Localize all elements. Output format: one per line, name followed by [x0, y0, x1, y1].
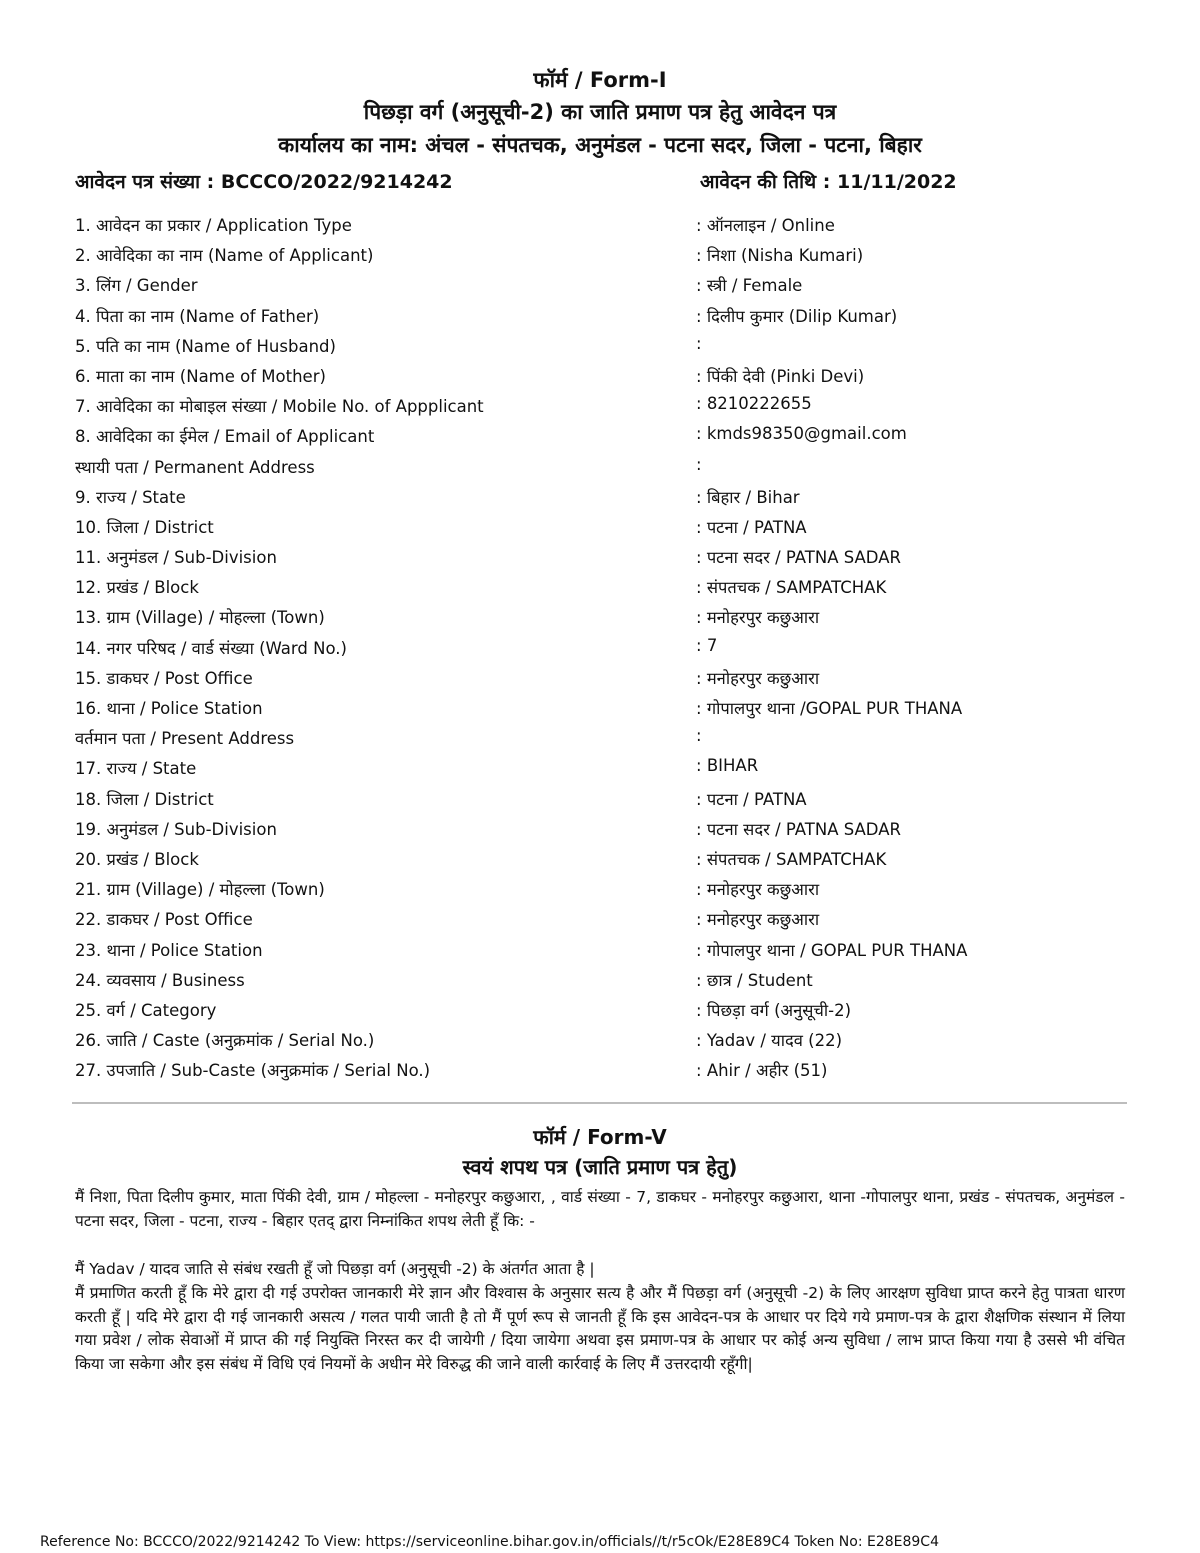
- field-value: : स्त्री / Female: [696, 273, 802, 296]
- field-label: 7. आवेदिका का मोबाइल संख्या / Mobile No. of Appplicant: [75, 397, 484, 417]
- field-value: : मनोहरपुर कछुआरा: [696, 877, 819, 900]
- field-row: [0, 240, 1200, 270]
- reference-footer: Reference No: BCCCO/2022/9214242 To View: https://serviceonline.bihar.gov.in/officials//t/r5cOk/E28E89C4 Token No: E28E89C4: [40, 1534, 939, 1550]
- field-row: [0, 844, 1200, 874]
- field-value: : पिछड़ा वर्ग (अनुसूची-2): [696, 998, 851, 1021]
- field-row: [0, 904, 1200, 934]
- field-row: [0, 572, 1200, 602]
- field-value: : निशा (Nisha Kumari): [696, 243, 863, 266]
- section-divider: [72, 1102, 1127, 1104]
- field-row: [0, 693, 1200, 723]
- field-row: [0, 663, 1200, 693]
- field-value: : पिंकी देवी (Pinki Devi): [696, 364, 864, 387]
- field-label: 1. आवेदन का प्रकार / Application Type: [75, 216, 352, 235]
- field-row: [0, 361, 1200, 391]
- field-value: : संपतचक / SAMPATCHAK: [696, 847, 886, 870]
- field-value: : मनोहरपुर कछुआरा: [696, 907, 819, 930]
- applicant-details-list: [0, 210, 1200, 1085]
- field-value: : 8210222655: [696, 394, 812, 413]
- field-row: [0, 210, 1200, 240]
- field-row: [0, 874, 1200, 904]
- field-value: : दिलीप कुमार (Dilip Kumar): [696, 304, 897, 327]
- field-row: [0, 482, 1200, 512]
- field-label: 5. पति का नाम (Name of Husband): [75, 336, 336, 356]
- field-row: [0, 965, 1200, 995]
- form5-title: फॉर्म / Form-V: [533, 1125, 667, 1149]
- field-label: 10. जिला / District: [75, 517, 214, 537]
- field-value: : बिहार / Bihar: [696, 485, 800, 508]
- field-value: : पटना सदर / PATNA SADAR: [696, 817, 901, 840]
- field-row: [0, 633, 1200, 663]
- field-row: [0, 421, 1200, 451]
- field-value: : पटना / PATNA: [696, 515, 807, 538]
- field-row: [0, 602, 1200, 632]
- field-value: : ऑनलाइन / Online: [696, 213, 835, 236]
- field-label: 25. वर्ग / Category: [75, 1000, 217, 1020]
- field-label: 18. जिला / District: [75, 789, 214, 809]
- field-label: 13. ग्राम (Village) / मोहल्ला (Town): [75, 608, 325, 628]
- application-number: आवेदन पत्र संख्या : BCCCO/2022/9214242: [75, 171, 453, 193]
- field-label: 27. उपजाति / Sub-Caste (अनुक्रमांक / Serial No.): [75, 1061, 431, 1081]
- field-value: [696, 455, 702, 474]
- field-label: 23. थाना / Police Station: [75, 940, 263, 960]
- field-label: 14. नगर परिषद / वार्ड संख्या (Ward No.): [75, 638, 347, 658]
- field-row: [0, 935, 1200, 965]
- field-label: 24. व्यवसाय / Business: [75, 970, 245, 990]
- field-value: : गोपालपुर थाना / GOPAL PUR THANA: [696, 938, 967, 961]
- form5-subtitle: स्वयं शपथ पत्र (जाति प्रमाण पत्र हेतु): [462, 1155, 738, 1179]
- field-label: 8. आवेदिका का ईमेल / Email of Applicant: [75, 427, 375, 447]
- office-name: कार्यालय का नाम: अंचल - संपतचक, अनुमंडल - पटना सदर, जिला - पटना, बिहार: [278, 133, 922, 157]
- affidavit-caste-statement: मैं Yadav / यादव जाति से संबंध रखती हूँ जो पिछड़ा वर्ग (अनुसूची -2) के अंतर्गत आता है |: [75, 1260, 595, 1278]
- field-value: : पटना / PATNA: [696, 787, 807, 810]
- field-row: [0, 301, 1200, 331]
- field-label: 4. पिता का नाम (Name of Father): [75, 306, 320, 326]
- field-label: 12. प्रखंड / Block: [75, 578, 199, 598]
- field-label: 22. डाकघर / Post Office: [75, 910, 253, 930]
- field-row: [0, 270, 1200, 300]
- field-row: [0, 814, 1200, 844]
- field-label: 3. लिंग / Gender: [75, 276, 198, 296]
- affidavit-intro: मैं निशा, पिता दिलीप कुमार, माता पिंकी देवी, ग्राम / मोहल्ला - मनोहरपुर कछुआरा, , वार्ड संख्या - 7, डाकघर - मनोहरपुर कछुआरा, थाना -गोपालपुर थाना, प्रखंड - संपतचक, अनुमंडल - पटना सदर, जिला - पटना, राज्य - बिहार एतद् द्वारा निम्नांकित शपथ लेती हूँ कि: -: [75, 1188, 1125, 1230]
- field-label: 6. माता का नाम (Name of Mother): [75, 366, 326, 386]
- field-row: [0, 542, 1200, 572]
- field-value: : छात्र / Student: [696, 968, 813, 991]
- affidavit-declaration: मैं प्रमाणित करती हूँ कि मेरे द्वारा दी गई उपरोक्त जानकारी मेरे ज्ञान और विश्वास के अनुसार सत्य है और मैं पिछड़ा वर्ग (अनुसूची -2) के लिए आरक्षण सुविधा प्राप्त करने हेतु पात्रता धारण करती हूँ | यदि मेरे द्वारा दी गई जानकारी असत्य / गलत पायी जाती है तो मैं पूर्ण रूप से जानती हूँ कि इस आवेदन-पत्र के आधार पर दिये गये प्रमाण-पत्र के द्वारा शैक्षणिक संस्थान में लिया गया प्रवेश / लोक सेवाओं में प्राप्त की गई नियुक्ति निरस्त कर दी जायेगी / दिया जायेगा अथवा इस प्रमाण-पत्र के आधार पर कोई अन्य सुविधा / लाभ प्राप्त किया गया है उससे भी वंचित किया जा सकेगा और इस संबंध में विधि एवं नियमों के अधीन मेरे विरुद्ध की जाने वाली कार्रवाई के लिए मैं उत्तरदायी रहूँगी|: [75, 1284, 1125, 1373]
- field-label: 9. राज्य / State: [75, 487, 186, 507]
- field-label: वर्तमान पता / Present Address: [75, 729, 295, 749]
- field-label: 17. राज्य / State: [75, 759, 197, 779]
- field-label: स्थायी पता / Permanent Address: [75, 457, 315, 477]
- field-label: 19. अनुमंडल / Sub-Division: [75, 819, 277, 839]
- field-value: : संपतचक / SAMPATCHAK: [696, 575, 886, 598]
- field-label: 15. डाकघर / Post Office: [75, 668, 253, 688]
- field-value: : Yadav / यादव (22): [696, 1028, 842, 1051]
- field-value: : पटना सदर / PATNA SADAR: [696, 545, 901, 568]
- field-value: : kmds98350@gmail.com: [696, 424, 907, 443]
- field-row: [0, 512, 1200, 542]
- application-date: आवेदन की तिथि : 11/11/2022: [700, 171, 957, 193]
- field-row: [0, 995, 1200, 1025]
- field-label: 21. ग्राम (Village) / मोहल्ला (Town): [75, 880, 325, 900]
- field-value: [696, 726, 702, 745]
- field-row: [0, 452, 1200, 482]
- field-label: 2. आवेदिका का नाम (Name of Applicant): [75, 246, 374, 266]
- field-value: : BIHAR: [696, 756, 758, 775]
- field-row: [0, 391, 1200, 421]
- field-value: : मनोहरपुर कछुआरा: [696, 605, 819, 628]
- field-row: [0, 753, 1200, 783]
- field-value: [696, 334, 702, 353]
- field-row: [0, 1055, 1200, 1085]
- field-value: : मनोहरपुर कछुआरा: [696, 666, 819, 689]
- field-row: [0, 784, 1200, 814]
- field-label: 11. अनुमंडल / Sub-Division: [75, 548, 277, 568]
- field-label: 16. थाना / Police Station: [75, 699, 263, 718]
- field-value: : Ahir / अहीर (51): [696, 1058, 827, 1081]
- field-row: [0, 331, 1200, 361]
- field-row: [0, 723, 1200, 753]
- field-row: [0, 1025, 1200, 1055]
- field-value: : गोपालपुर थाना /GOPAL PUR THANA: [696, 696, 962, 719]
- form1-subtitle: पिछड़ा वर्ग (अनुसूची-2) का जाति प्रमाण पत्र हेतु आवेदन पत्र: [363, 100, 837, 124]
- field-label: 20. प्रखंड / Block: [75, 849, 199, 869]
- field-value: : 7: [696, 636, 717, 655]
- form1-title: फॉर्म / Form-I: [533, 68, 667, 92]
- field-label: 26. जाति / Caste (अनुक्रमांक / Serial No.): [75, 1031, 375, 1051]
